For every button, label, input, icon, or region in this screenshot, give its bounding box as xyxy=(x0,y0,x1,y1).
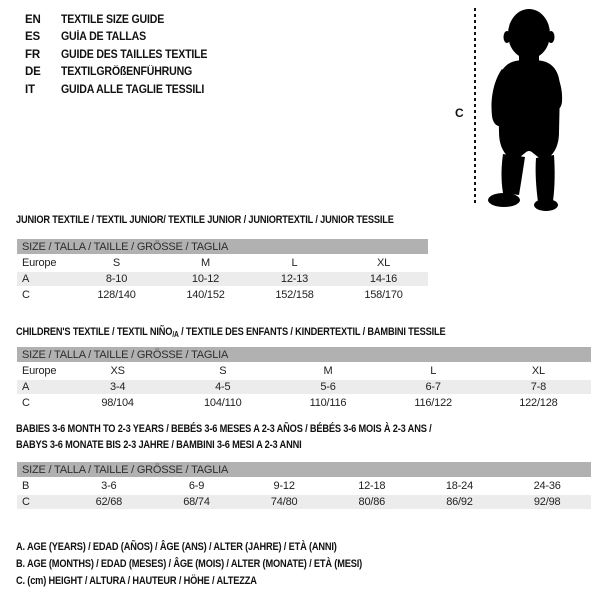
table-cell: 8-10 xyxy=(72,271,161,287)
table-cell: S xyxy=(72,255,161,271)
babies-size-table xyxy=(17,462,591,511)
row-label: Europe xyxy=(17,255,72,271)
table-cell: 14-16 xyxy=(339,271,428,287)
table-cell: 12-13 xyxy=(250,271,339,287)
table-cell: 3-6 xyxy=(65,478,153,494)
table-row-europe xyxy=(17,363,591,379)
language-row xyxy=(25,29,220,47)
size-header-cell: SIZE / TALLA / TAILLE / GRÖSSE / TAGLIA xyxy=(17,239,428,255)
table-cell: L xyxy=(381,363,486,379)
language-row xyxy=(25,46,220,64)
language-row xyxy=(25,11,220,29)
table-cell: 9-12 xyxy=(240,478,328,494)
language-code: IT xyxy=(25,83,35,96)
language-code: ES xyxy=(25,31,40,44)
table-cell: 104/110 xyxy=(170,395,275,411)
language-code: FR xyxy=(25,48,40,61)
babies-section-title-line1: BABIES 3-6 MONTH TO 2-3 YEARS / BEBÉS 3-6 MESES A 2-3 AÑOS / BÉBÉS 3-6 MOIS À 2-3 ANS / xyxy=(16,423,432,435)
row-label: C xyxy=(17,395,65,411)
table-row-age xyxy=(17,271,428,287)
table-cell: 140/152 xyxy=(161,287,250,303)
children-size-table xyxy=(17,347,591,412)
table-row-height xyxy=(17,395,591,411)
table-row-age xyxy=(17,379,591,395)
table-cell: S xyxy=(170,363,275,379)
table-cell: 110/116 xyxy=(275,395,380,411)
table-cell: 128/140 xyxy=(72,287,161,303)
table-cell: 86/92 xyxy=(416,494,504,510)
table-cell: 68/74 xyxy=(153,494,241,510)
language-title: TEXTILE SIZE GUIDE xyxy=(61,13,165,26)
table-cell: 5-6 xyxy=(275,379,380,395)
table-cell: 10-12 xyxy=(161,271,250,287)
table-cell: 122/128 xyxy=(486,395,591,411)
table-cell: 116/122 xyxy=(381,395,486,411)
language-code: DE xyxy=(25,66,41,79)
language-row xyxy=(25,64,220,82)
table-cell: 80/86 xyxy=(328,494,416,510)
table-cell: M xyxy=(275,363,380,379)
table-cell: 24-36 xyxy=(503,478,591,494)
table-cell: 158/170 xyxy=(339,287,428,303)
size-header-cell: SIZE / TALLA / TAILLE / GRÖSSE / TAGLIA xyxy=(17,462,591,478)
table-row-height xyxy=(17,494,591,510)
table-cell: 3-4 xyxy=(65,379,170,395)
babies-section-title-line2: BABYS 3-6 MONATE BIS 2-3 JAHRE / BAMBINI 3-6 MESI A 2-3 ANNI xyxy=(16,439,302,451)
size-header-row xyxy=(17,347,591,363)
table-cell: 74/80 xyxy=(240,494,328,510)
row-label: C xyxy=(17,287,72,303)
table-row-europe xyxy=(17,255,428,271)
row-label: B xyxy=(17,478,65,494)
row-label: A xyxy=(17,379,65,395)
table-cell: L xyxy=(250,255,339,271)
table-cell: XL xyxy=(339,255,428,271)
table-cell: 18-24 xyxy=(416,478,504,494)
language-title: GUIDE DES TAILLES TEXTILE xyxy=(61,48,208,61)
table-row-height xyxy=(17,287,428,303)
table-cell: 6-7 xyxy=(381,379,486,395)
language-title: TEXTILGRÖßENFÜHRUNG xyxy=(61,66,193,79)
table-cell: 12-18 xyxy=(328,478,416,494)
row-label: A xyxy=(17,271,72,287)
table-cell: 7-8 xyxy=(486,379,591,395)
table-cell: XL xyxy=(486,363,591,379)
children-title-subscript: /A xyxy=(172,330,179,339)
table-cell: 6-9 xyxy=(153,478,241,494)
junior-section-title: JUNIOR TEXTILE / TEXTIL JUNIOR/ TEXTILE JUNIOR / JUNIORTEXTIL / JUNIOR TESSILE xyxy=(16,214,394,226)
junior-size-table xyxy=(17,239,428,304)
language-code: EN xyxy=(25,13,41,26)
toddler-silhouette-icon xyxy=(486,6,574,212)
row-label: Europe xyxy=(17,363,65,379)
footnote-b: B. AGE (MONTHS) / EDAD (MESES) / ÂGE (MOIS) / ALTER (MONATE) / ETÀ (MESI) xyxy=(16,558,363,570)
table-cell: M xyxy=(161,255,250,271)
height-measure-dotted-line xyxy=(474,8,476,206)
footnote-a: A. AGE (YEARS) / EDAD (AÑOS) / ÂGE (ANS) / ALTER (JAHRE) / ETÀ (ANNI) xyxy=(16,541,337,553)
size-header-cell: SIZE / TALLA / TAILLE / GRÖSSE / TAGLIA xyxy=(17,347,591,363)
language-title: GUIDA ALLE TAGLIE TESSILI xyxy=(61,83,205,96)
table-cell: 152/158 xyxy=(250,287,339,303)
table-row-age-months xyxy=(17,478,591,494)
language-title: GUÍA DE TALLAS xyxy=(61,31,146,44)
table-cell: 62/68 xyxy=(65,494,153,510)
language-row xyxy=(25,81,220,99)
size-header-row xyxy=(17,239,428,255)
footnote-legend xyxy=(16,539,428,590)
table-cell: 98/104 xyxy=(65,395,170,411)
row-label: C xyxy=(17,494,65,510)
table-cell: XS xyxy=(65,363,170,379)
footnote-c: C. (cm) HEIGHT / ALTURA / HAUTEUR / HÖHE / ALTEZZA xyxy=(16,575,257,587)
height-label-c: C xyxy=(455,106,464,120)
language-title-list xyxy=(25,11,220,99)
children-section-title xyxy=(16,326,446,339)
table-cell: 4-5 xyxy=(170,379,275,395)
children-title-prefix: CHILDREN'S TEXTILE / TEXTIL NIÑO xyxy=(16,326,173,338)
children-title-suffix: / TEXTILE DES ENFANTS / KINDERTEXTIL / BAMBINI TESSILE xyxy=(178,326,446,338)
table-cell: 92/98 xyxy=(503,494,591,510)
size-header-row xyxy=(17,462,591,478)
